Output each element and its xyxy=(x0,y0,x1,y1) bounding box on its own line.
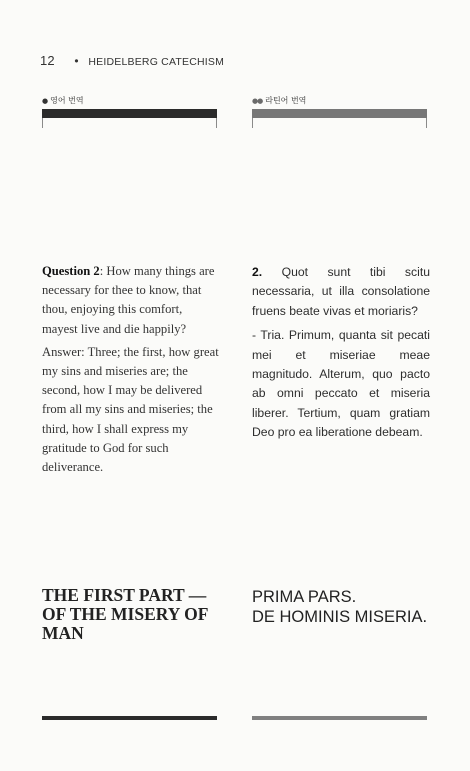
page-number: 12 xyxy=(40,53,55,68)
book-title: HEIDELBERG CATECHISM xyxy=(88,56,225,68)
question-text: : How many things are necessary for thee to know, that thou, enjoying this comfort, mayest live and die happily? xyxy=(42,264,215,336)
latin-question xyxy=(252,263,430,321)
english-question-block xyxy=(42,262,220,481)
latin-answer: - Tria. Primum, quanta sit pecati mei et miseriae meae magnitudo. Alterum, quo pacto ab omni peccato et miseria liberer. Tertium, quam gratiam Deo pro ea liberatione debeam. xyxy=(252,328,430,440)
english-column-label xyxy=(42,95,84,106)
latin-heading-line: DE HOMINIS MISERIA. xyxy=(252,608,428,626)
english-label-text: 영어 번역 xyxy=(50,96,84,105)
english-answer: Answer: Three; the first, how great my sins and miseries are; the second, how I may be delivered from all my sins and miseries; the third, how I shall express my gratitude to God for such deliverance. xyxy=(42,344,219,475)
left-bar-tick xyxy=(216,118,217,128)
latin-heading-line: PRIMA PARS. xyxy=(252,588,357,606)
left-bar-tick xyxy=(42,118,43,128)
right-bar-tick xyxy=(252,118,253,128)
latin-question-number: 2. xyxy=(252,265,263,279)
right-bar-tick xyxy=(426,118,427,128)
latin-section-heading xyxy=(252,587,442,627)
question-label: Question 2 xyxy=(42,264,100,278)
double-bullet-icon: ●● xyxy=(252,97,263,105)
latin-top-bar xyxy=(252,109,427,118)
header-bullet: • xyxy=(74,54,79,68)
english-section-heading: THE FIRST PART — OF THE MISERY OF MAN xyxy=(42,585,208,643)
page-header xyxy=(40,53,224,68)
bullet-icon: ● xyxy=(42,97,48,105)
latin-label-text: 라틴어 번역 xyxy=(265,96,307,105)
latin-column-label xyxy=(252,95,306,106)
english-question xyxy=(42,262,220,339)
latin-question-block xyxy=(252,263,430,448)
english-top-bar xyxy=(42,109,217,118)
english-bottom-rule xyxy=(42,716,217,720)
latin-question-text: Quot sunt tibi scitu necessaria, ut illa consolatione fruens beate vivas et moriaris? xyxy=(252,265,430,318)
latin-bottom-rule xyxy=(252,716,427,720)
